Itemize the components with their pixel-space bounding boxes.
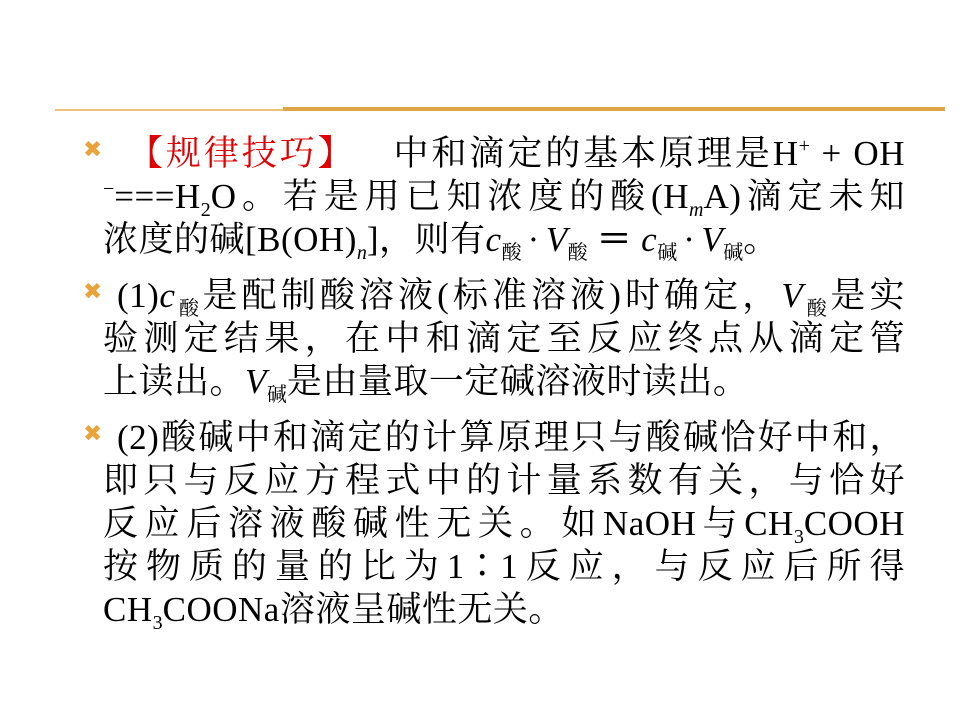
text-line bbox=[103, 588, 905, 634]
subscript: 碱 bbox=[266, 384, 287, 406]
text-line bbox=[103, 132, 905, 175]
subscript: 酸 bbox=[803, 298, 831, 320]
variable-v: V bbox=[701, 220, 724, 259]
superscript: − bbox=[103, 178, 115, 200]
equals-sign: ＝ bbox=[596, 220, 633, 259]
subscript: n bbox=[356, 242, 367, 264]
subscript: 2 bbox=[200, 199, 211, 221]
rule-tag-label: 【规律技巧】 bbox=[128, 134, 356, 173]
text-line bbox=[103, 274, 905, 320]
text-line bbox=[103, 317, 905, 360]
text-run: COONa溶液呈碱性无关。 bbox=[162, 590, 564, 629]
text-run: (1) bbox=[117, 276, 160, 315]
text-run: O。若是用已知浓度的酸(H bbox=[210, 177, 689, 216]
bullet-item-1 bbox=[83, 132, 905, 264]
divider-thick-segment bbox=[283, 107, 945, 111]
text-run: A)滴定未知 bbox=[703, 177, 905, 216]
variable-c: c bbox=[641, 220, 658, 259]
text-line bbox=[103, 545, 905, 588]
multiply-dot: · bbox=[527, 220, 540, 259]
subscript: 酸 bbox=[175, 298, 203, 320]
bullet-item-2 bbox=[83, 274, 905, 406]
text-line bbox=[103, 218, 905, 264]
subscript: 3 bbox=[793, 526, 804, 548]
text-run: 验测定结果，在中和滴定至反应终点从滴定管 bbox=[103, 319, 905, 358]
bullet-x-icon: ✖ bbox=[83, 137, 103, 163]
variable-v: V bbox=[545, 220, 568, 259]
text-line bbox=[103, 502, 905, 548]
bullet-x-icon: ✖ bbox=[83, 421, 103, 447]
multiply-dot: · bbox=[683, 220, 696, 259]
variable-c: c bbox=[159, 276, 176, 315]
subscript: 碱 bbox=[723, 242, 744, 264]
subscript: m bbox=[688, 199, 704, 221]
divider-thin-segment bbox=[55, 109, 283, 111]
text-run: ===H bbox=[114, 177, 201, 216]
text-run: 按物质的量的比为1∶1反应，与反应后所得 bbox=[103, 547, 905, 586]
text-run: 是实 bbox=[830, 276, 905, 315]
text-line bbox=[103, 459, 905, 502]
variable-v: V bbox=[245, 362, 267, 401]
text-run: 。 bbox=[743, 220, 779, 259]
text-run: 上读出。 bbox=[103, 362, 246, 401]
text-run: + OH bbox=[809, 134, 905, 173]
subscript: 酸 bbox=[567, 242, 588, 264]
text-run: 反应后溶液酸碱性无关。如NaOH与CH bbox=[103, 504, 794, 543]
slide-body bbox=[83, 132, 905, 644]
text-line bbox=[103, 416, 905, 459]
subscript: 酸 bbox=[501, 242, 522, 264]
text-run: 是配制酸溶液(标准溶液)时确定， bbox=[202, 276, 782, 315]
variable-v: V bbox=[781, 276, 804, 315]
subscript: 碱 bbox=[657, 242, 678, 264]
text-run: CH bbox=[103, 590, 153, 629]
superscript: + bbox=[798, 135, 810, 157]
bullet-x-icon: ✖ bbox=[83, 279, 103, 305]
text-line bbox=[103, 360, 905, 406]
text-run: 中和滴定的基本原理是H bbox=[393, 134, 799, 173]
text-run: 即只与反应方程式中的计量系数有关，与恰好 bbox=[103, 461, 905, 500]
text-run: 是由量取一定碱溶液时读出。 bbox=[286, 362, 749, 401]
text-run: COOH bbox=[803, 504, 905, 543]
variable-c: c bbox=[485, 220, 502, 259]
text-run: (2)酸碱中和滴定的计算原理只与酸碱恰好中和， bbox=[117, 418, 905, 457]
subscript: 3 bbox=[152, 612, 163, 634]
bullet-item-3 bbox=[83, 416, 905, 634]
text-line bbox=[103, 175, 905, 221]
text-run: 浓度的碱[B(OH) bbox=[103, 220, 357, 259]
text-run: ]，则有 bbox=[366, 220, 486, 259]
